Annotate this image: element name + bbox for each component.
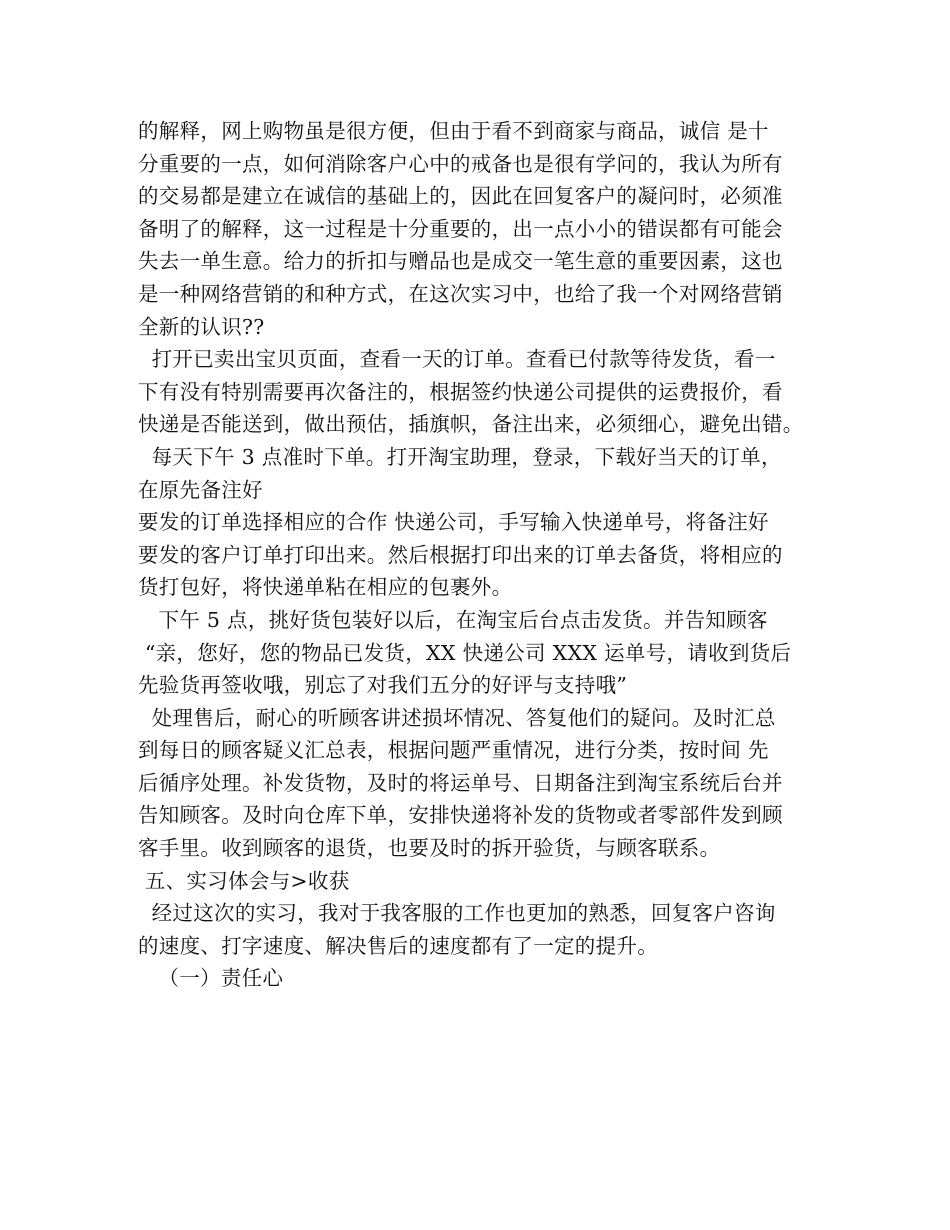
text-line: 要发的客户订单打印出来。然后根据打印出来的订单去备货，将相应的 bbox=[138, 542, 783, 567]
text-line: 处理售后，耐心的听顾客讲述损坏情况、答复他们的疑问。及时汇总 bbox=[138, 705, 776, 730]
text-line: 的解释，网上购物虽是很方便，但由于看不到商家与商品，诚信 是十 bbox=[138, 119, 769, 143]
text-line: 要发的订单选择相应的合作 快递公司，手写输入快递单号，将备注好 bbox=[138, 510, 769, 535]
text-line: 打开已卖出宝贝页面，查看一天的订单。查看已付款等待发货，看一 bbox=[138, 347, 776, 372]
text-line: 每天下午 3 点准时下单。打开淘宝助理，登录，下载好当天的订单， bbox=[138, 444, 782, 469]
text-line: 的交易都是建立在诚信的基础上的，因此在回复客户的凝问时，必须准 bbox=[138, 184, 783, 209]
text-line: 快递是否能送到，做出预估，插旗帜，备注出来，必须细心，避免出错。 bbox=[138, 412, 804, 437]
text-line: 分重要的一点，如何消除客户心中的戒备也是很有学问的，我认为所有 bbox=[138, 151, 783, 176]
text-line: 客手里。收到顾客的退货，也要及时的拆开验货，与顾客联系。 bbox=[138, 836, 721, 861]
section-heading: 五、实习体会与>收获 bbox=[138, 868, 350, 893]
text-line: 经过这次的实习，我对于我客服的工作也更加的熟悉，回复客户咨询 bbox=[138, 901, 776, 926]
document-text-body bbox=[138, 115, 838, 995]
text-line: 先验货再签收哦，别忘了对我们五分的好评与支持哦” bbox=[138, 673, 628, 698]
text-line: 全新的认识?? bbox=[138, 314, 265, 339]
text-line: 失去一单生意。给力的折扣与赠品也是成交一笔生意的重要因素，这也 bbox=[138, 249, 783, 274]
text-line: 告知顾客。及时向仓库下单，安排快递将补发的货物或者零部件发到顾 bbox=[138, 803, 783, 828]
text-line: 后循序处理。补发货物，及时的将运单号、日期备注到淘宝系统后台并 bbox=[138, 770, 783, 795]
text-line: 到每日的顾客疑义汇总表，根据问题严重情况，进行分类，按时间 先 bbox=[138, 738, 769, 763]
text-line: 是一种网络营销的和种方式，在这次实习中，也给了我一个对网络营销 bbox=[138, 281, 783, 306]
text-line: 货打包好，将快递单粘在相应的包裹外。 bbox=[138, 575, 513, 600]
text-line: 的速度、打字速度、解决售后的速度都有了一定的提升。 bbox=[138, 933, 658, 958]
text-line: 备明了的解释，这一过程是十分重要的，出一点小小的错误都有可能会 bbox=[138, 216, 783, 241]
text-line: 下有没有特别需要再次备注的，根据签约快递公司提供的运费报价，看 bbox=[138, 379, 783, 404]
subsection-heading: （一）责任心 bbox=[138, 966, 284, 991]
text-line: “亲，您好，您的物品已发货，XX 快递公司 XXX 运单号，请收到货后 bbox=[138, 640, 792, 665]
text-line: 下午 5 点，挑好货包装好以后，在淘宝后台点击发货。并告知顾客 bbox=[138, 607, 768, 632]
text-line: 在原先备注好 bbox=[138, 477, 263, 502]
